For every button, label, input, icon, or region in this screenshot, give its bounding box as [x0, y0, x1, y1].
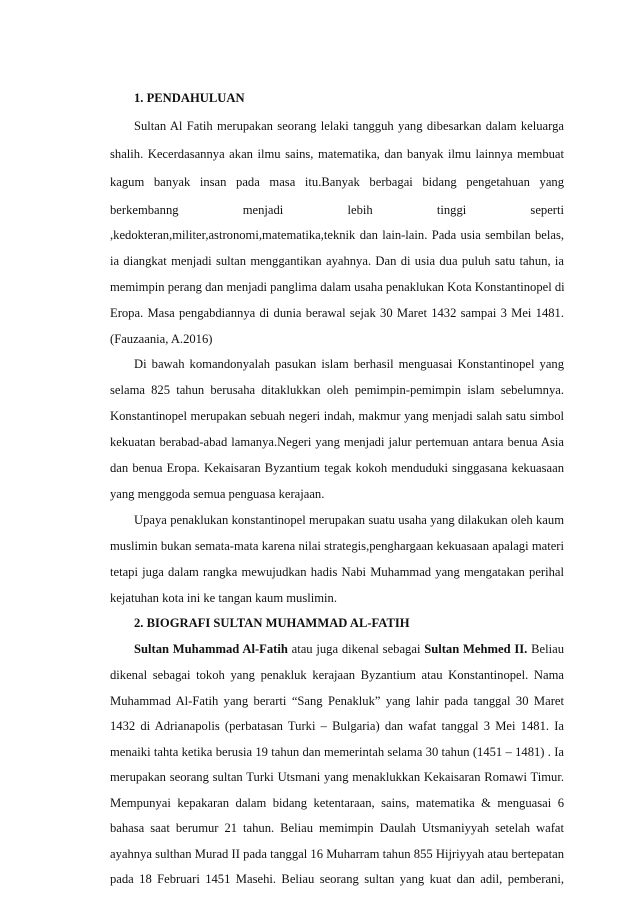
- paragraph-line: ayahnya sulthan Murad II pada tanggal 16 Muharram tahun 855 Hijriyyah atau bertepatan: [110, 846, 564, 861]
- inline-text: Beliau: [527, 642, 564, 656]
- paragraph-line: kekuatan berabad-abad lamanya.Negeri yang menjadi jalur pertemuan antara benua Asia: [110, 435, 564, 449]
- paragraph-line: 1432 di Adrianapolis (perbatasan Turki – Bulgaria) dan wafat tanggal 3 Mei 1481. Ia: [110, 719, 564, 733]
- paragraph-line: Konstantinopel merupakan sebuah negeri indah, makmur yang menjadi salah satu simbol: [110, 409, 564, 423]
- paragraph-line: Eropa. Masa pengabdiannya di dunia berawal sejak 30 Maret 1432 sampai 3 Mei 1481.: [110, 306, 564, 320]
- paragraph-line: menaiki tahta ketika berusia 19 tahun dan memerintah selama 30 tahun (1451 – 1481) . Ia: [110, 744, 564, 759]
- paragraph-line: Sultan Al Fatih merupakan seorang lelaki tangguh yang dibesarkan dalam keluarga: [134, 119, 564, 133]
- paragraph-line: shalih. Kecerdasannya akan ilmu sains, matematika, dan banyak ilmu lainnya membuat: [110, 147, 564, 161]
- paragraph-line: kagum banyak insan pada masa itu.Banyak berbagai bidang pengetahuan yang: [110, 175, 564, 189]
- paragraph-line: dan benua Eropa. Kekaisaran Byzantium tegak kokoh menduduki singgasana kekuasaan: [110, 461, 564, 475]
- section-heading-biografi: 2. BIOGRAFI SULTAN MUHAMMAD AL-FATIH: [134, 616, 410, 630]
- paragraph-line: pada 18 Februari 1451 Masehi. Beliau seorang sultan yang kuat dan adil, pemberani,: [110, 872, 564, 886]
- paragraph-line: Di bawah komandonyalah pasukan islam berhasil menguasai Konstantinopel yang: [134, 357, 564, 371]
- paragraph-line: muslimin bukan semata-mata karena nilai strategis,penghargaan kekuasaan apalagi materi: [110, 539, 564, 553]
- section-heading-pendahuluan: 1. PENDAHULUAN: [134, 91, 245, 105]
- paragraph-line: merupakan seorang sultan Turki Utsmani yang menaklukkan Kekaisaran Romawi Timur.: [110, 770, 564, 784]
- paragraph-line: bahasa saat berumur 21 tahun. Beliau memimpin Daulah Utsmaniyyah setelah wafat: [110, 821, 564, 835]
- paragraph-line: selama 825 tahun berusaha ditaklukkan oleh pemimpin-pemimpin islam sebelumnya.: [110, 383, 564, 397]
- bold-name: Sultan Muhammad Al-Fatih: [134, 642, 288, 656]
- paragraph-line: kejatuhan kota ini ke tangan kaum muslimin.: [110, 591, 337, 605]
- paragraph-line-first: [134, 640, 564, 668]
- inline-text: atau juga dikenal sebagai: [287, 642, 425, 656]
- paragraph-line: dikenal sebagai tokoh yang penakluk kerajaan Byzantium atau Konstantinopel. Nama: [110, 668, 564, 682]
- paragraph-line: Upaya penaklukan konstantinopel merupakan suatu usaha yang dilakukan oleh kaum: [134, 513, 564, 527]
- paragraph-line: Muhammad Al-Fatih yang berarti “Sang Penakluk” yang lahir pada tanggal 30 Maret: [110, 693, 564, 708]
- paragraph-line: ia diangkat menjadi sultan menggantikan ayahnya. Dan di usia dua puluh satu tahun, ia: [110, 254, 564, 268]
- citation-line: (Fauzaania, A.2016): [110, 332, 213, 346]
- paragraph-line: berkembanng menjadi lebih tinggi seperti: [110, 203, 564, 217]
- paragraph-line: tetapi juga dalam rangka mewujudkan hadis Nabi Muhammad yang mengatakan perihal: [110, 565, 564, 579]
- paragraph-line: memimpin perang dan menjadi panglima dalam usaha penaklukan Kota Konstantinopel di: [110, 280, 565, 294]
- paragraph-line: Mempunyai kepakaran dalam bidang ketentaraan, sains, matematika & menguasai 6: [110, 795, 564, 810]
- bold-title: Sultan Mehmed II.: [424, 642, 528, 656]
- paragraph-line: yang menggoda semua penguasa kerajaan.: [110, 487, 325, 501]
- paragraph-line: ,kedokteran,militer,astronomi,matematika,teknik dan lain-lain. Pada usia sembilan belas,: [110, 228, 564, 242]
